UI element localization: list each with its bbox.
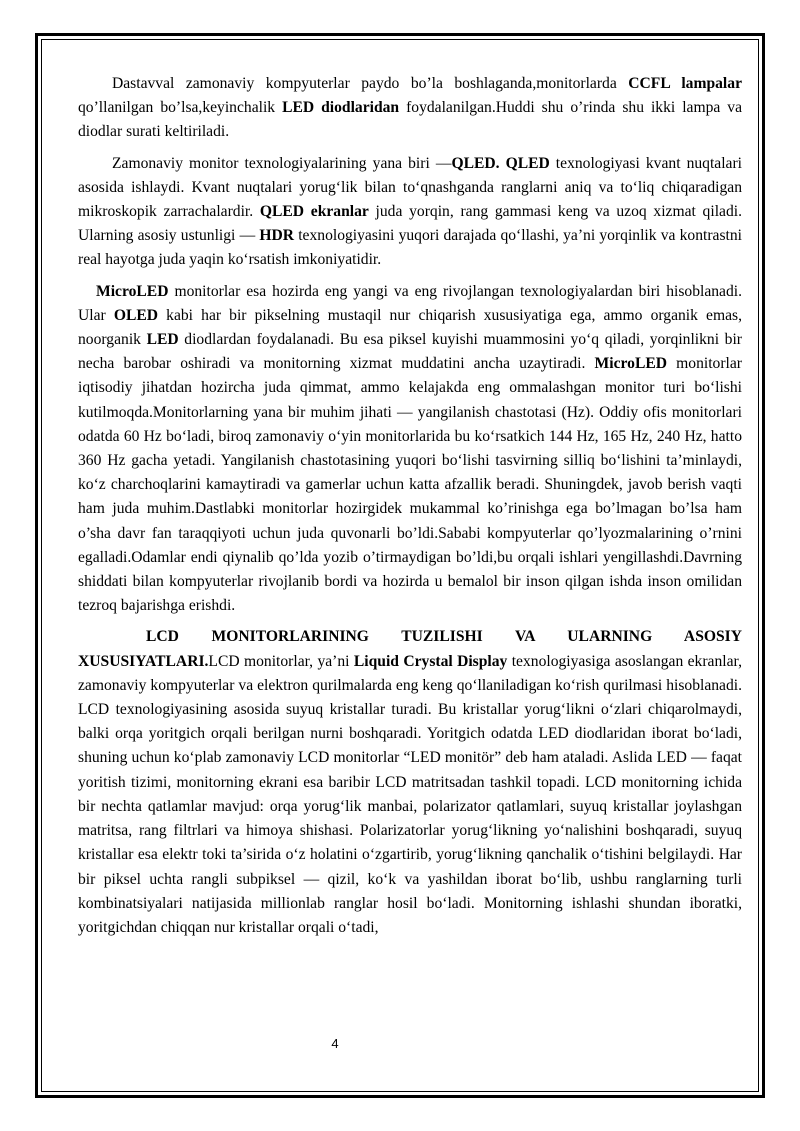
bold-term: MicroLED (96, 282, 169, 300)
text-run: texnologiyasi kvant nuqtalari asosida ishlaydi. Kvant nuqtalari yorug‘lik bilan to‘qnashganda ranglarni aniq va to‘liq chiqaradigan mikroskopik zarrachalardir. (78, 154, 742, 221)
document-body (78, 72, 742, 940)
text-run: LCD monitorlar, ya’ni (208, 652, 354, 670)
text-run: monitorlar esa hozirda eng yangi va eng rivojlangan texnologiyalardan biri hisoblanadi. Ular (78, 282, 742, 324)
bold-term: QLED. QLED (451, 154, 550, 172)
text-run: kabi har bir pikselning mustaqil nur chiqarish xususiyatiga ega, ammo organik emas, noorganik (78, 306, 742, 349)
bold-term: Liquid Crystal Display (353, 652, 508, 670)
text-run: juda yorqin, rang gammasi keng va uzoq xizmat qiladi. Ularning asosiy ustunligi — (78, 203, 742, 245)
bold-term: CCFL lampalar (628, 75, 742, 92)
bold-term: OLED (113, 306, 159, 324)
text-run: foydalanilgan.Huddi shu o’rinda shu ikki lampa va diodlar surati keltiriladi. (78, 99, 742, 141)
text-run: diodlardan foydalanadi. Bu esa piksel kuyishi muammosini yo‘q qiladi, yorqinlikni bir necha barobar oshiradi va monitorning xizmat muddatini ancha uzaytiradi. (78, 331, 742, 373)
text-run: Zamonaviy monitor texnologiyalarining yana biri — (112, 154, 452, 172)
text-run: texnologiyasiga asoslangan ekranlar, zamonaviy kompyuterlar va elektron qurilmalarda eng keng qo‘llaniladigan ko‘rish qurilmasi hisoblanadi. LCD texnologiyasining asosida suyuq kristallar turadi. Bu kristallar yorug‘likni o‘zlari chiqarolmaydi, balki orqa yoritgich orqali berilgan nurni boshqaradi. Yoritgich odatda LED diodlaridan iborat bo‘ladi, shuning uchun ko‘plab zamonaviy LCD monitorlar “LED monitör” deb ham ataladi. Aslida LED — faqat yoritish tizimi, monitorning ekrani esa baribir LCD matritsadan tashkil topadi. LCD monitorning ichida bir nechta qatlamlar mavjud: orqa yorug‘lik manbai, polarizator qatlamlari, suyuq kristallar joylashgan matritsa, rang filtrlari va himoya shishasi. Polarizatorlar yorug‘likning yo‘nalishini boshqaradi, suyuq kristallar esa elektr toki ta’sirida o‘z holatini o‘zgartirib, yorug‘likning qanchalik o‘tishini belgilaydi. Har bir piksel uchta rangli subpiksel — qizil, ko‘k va yashildan iborat bo‘lib, ushbu ranglarning turli kombinatsiyalari natijasida millionlab ranglar hosil bo‘ladi. Monitorning ishlashi shundan iboratki, yoritgichdan chiqqan nur kristallar orqali o‘tadi, (78, 652, 742, 936)
text-run: qo’llanilgan bo’lsa,keyinchalik (78, 99, 283, 117)
bold-term: MicroLED (594, 355, 668, 373)
section-heading: LCD MONITORLARINING TUZILISHI VA ULARNING ASOSIY XUSUSIYATLARI. (78, 628, 742, 670)
bold-term: LED diodlaridan (282, 99, 400, 117)
bold-term: QLED ekranlar (259, 203, 369, 221)
text-run: Dastavval zamonaviy kompyuterlar paydo bo’la boshlaganda,monitorlarda (112, 75, 629, 92)
paragraph (78, 280, 742, 619)
bold-term: LED (146, 331, 179, 349)
text-run: texnologiyasini yuqori darajada qo‘llashi, ya’ni yorqinlik va kontrastni real hayotga juda yaqin ko‘rsatish imkoniyatidir. (78, 227, 742, 269)
paragraph (78, 625, 742, 940)
paragraph (78, 152, 742, 273)
page-number: 4 (331, 1036, 339, 1051)
paragraph (78, 72, 742, 145)
bold-term: HDR (259, 227, 295, 245)
text-run: monitorlar iqtisodiy jihatdan hozircha juda qimmat, ammo kelajakda eng ommalashgan monitor turi bo‘lishi kutilmoqda.Monitorlarning yana bir muhim jihati — yangilanish chastotasi (Hz). Oddiy ofis monitorlari odatda 60 Hz bo‘ladi, biroq zamonaviy o‘yin monitorlarida bu ko‘rsatkich 144 Hz, 165 Hz, 240 Hz, hatto 360 Hz gacha yetadi. Yangilanish chastotasining yuqori bo‘lishi tasvirning silliq bo‘lishini ta’minlaydi, ko‘z charchoqlarini kamaytiradi va gamerlar uchun katta afzallik beradi. Shuningdek, javob berish vaqti ham juda muhim.Dastlabki monitorlar hozirgidek mukammal ko’rinishga ega bo’lmagan bo’lsa ham o’sha davr fan taraqqiyoti uchun juda quvonarli bo’ldi.Sababi kompyuterlar qo’lyozmalarining o’rnini egalladi.Odamlar endi qiynalib qo’lda yozib o’tirmaydigan bo’ldi,bu orqali ishlari yengillashdi.Davrning shiddati bilan kompyuterlar rivojlanib bordi va hozirda u bemalol bir inson qilgan ishda inson omilidan tezroq bajarishga erishdi. (78, 355, 742, 615)
